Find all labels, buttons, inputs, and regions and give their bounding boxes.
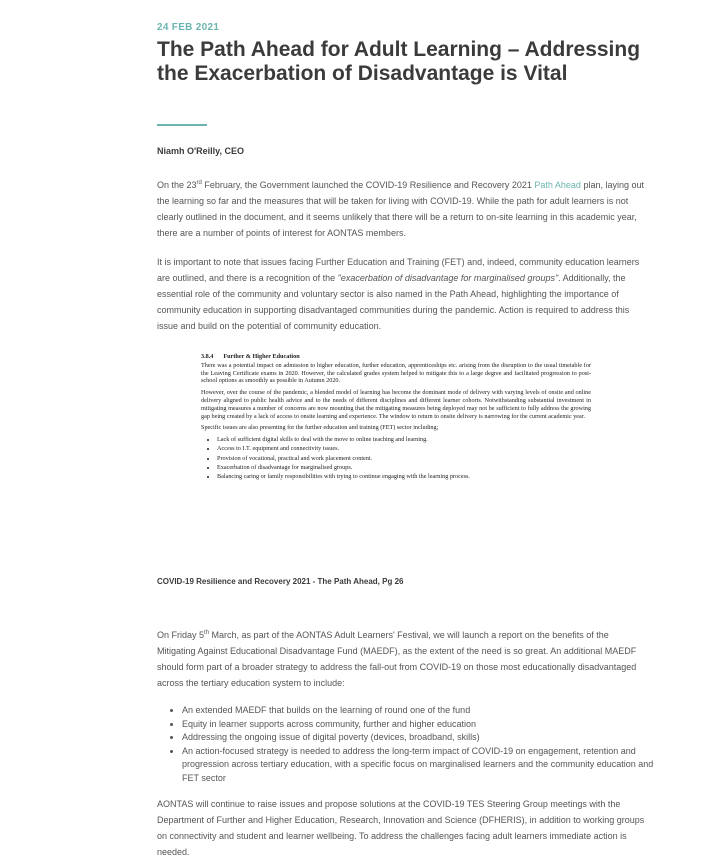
p1-text-mid: February, the Government launched the COVID-19 Resilience and Recovery 2021 (201, 180, 535, 190)
path-ahead-link[interactable]: Path Ahead (534, 180, 581, 190)
p2-text-end: . Additionally, the essential role of the community and voluntary sector is also named in the Path Ahead, highlighting the importance of community education in supporting disadvantaged communities during the pandemic. Action is required to address this issue and build on the potential of community education. (157, 273, 630, 331)
paragraph-1 (157, 175, 647, 241)
article-author: Niamh O'Reilly, CEO (157, 146, 244, 156)
excerpt-bullet: • Access to I.T. equipment and connectivity issues. (217, 445, 591, 453)
paragraph-3 (157, 625, 647, 691)
excerpt-bullet: • Lack of sufficient digital skills to deal with the move to online teaching and learning. (217, 436, 591, 444)
excerpt-paragraph-2: However, over the course of the pandemic, a blended model of learning has become the dominant mode of delivery with varying levels of onsite and online delivery aligned to public health advice and to the needs of different disciplines and different learner cohorts. Notwithstanding substantial investment in mitigating measures a number of concerns are now mounting that the mitigating measures being deployed may not be sufficient to fully address the growing gap being created by a lack of access to onsite learning and experience. The window to return to onsite delivery is narrowing for the current academic year. (201, 389, 591, 420)
p1-text-start: On the 23 (157, 180, 197, 190)
p3-text-start: On Friday 5 (157, 630, 205, 640)
excerpt-paragraph-1: There was a potential impact on admission to higher education, further education, apprenticeships etc. arising from the disruption to the usual timetable for the Leaving Certificate exams in 2020. However, the calculated grades system helped to mitigate this to a large degree and facilitated progression to post-school options as smoothly as possible in Autumn 2020. (201, 361, 591, 385)
proposals-list-item: • Equity in learner supports across community, further and higher education (182, 718, 660, 732)
paragraph-2 (157, 254, 647, 334)
p3-ordinal: th (204, 630, 210, 636)
excerpt-bullet: • Balancing caring or family responsibilities with trying to continue engaging with the learning process. (217, 473, 591, 481)
document-excerpt-image (201, 353, 591, 483)
excerpt-caption: COVID-19 Resilience and Recovery 2021 - The Path Ahead, Pg 26 (157, 577, 404, 586)
paragraph-4: AONTAS will continue to raise issues and propose solutions at the COVID-19 TES Steering Group meetings with the Department of Further and Higher Education, Research, Innovation and Science (DFHERIS), in addition to working groups on connectivity and student and learner wellbeing. To address the challenges facing adult learners immediate action is needed. (157, 799, 645, 857)
p1-ordinal: rd (196, 180, 202, 186)
proposals-list (167, 704, 660, 785)
p2-text-start: It is important to note that issues facing Further Education and Training (FET) and, indeed, community education learners are outlined, and there is a recognition of the (157, 257, 640, 283)
article-title: The Path Ahead for Adult Learning – Addressing the Exacerbation of Disadvantage is Vital (157, 38, 641, 85)
p2-quote: "exacerbation of disadvantage for marginalised groups" (337, 273, 559, 283)
proposals-list-item: • An extended MAEDF that builds on the learning of round one of the fund (182, 704, 660, 718)
p1-text-end: plan, laying out the learning so far and the measures that will be taken for living with COVID-19. While the path for adult learners is not clearly outlined in the document, and it seems unlikely that there will be a return to on-site learning in this academic year, there are a number of points of interest for AONTAS members. (157, 180, 644, 238)
article-date: 24 FEB 2021 (157, 22, 220, 33)
excerpt-section-heading (201, 353, 591, 361)
p3-text-end: March, as part of the AONTAS Adult Learners' Festival, we will launch a report on the benefits of the Mitigating Against Educational Disadvantage Fund (MAEDF), as the extent of the need is so great. An additional MAEDF should form part of a broader strategy to address the fall-out from COVID-19 on those most educationally disadvantaged across the tertiary education system to include: (157, 630, 637, 688)
proposals-list-item: • Addressing the ongoing issue of digital poverty (devices, broadband, skills) (182, 731, 660, 745)
excerpt-paragraph-3: Specific issues are also presenting for the further education and training (FET) sector including; (201, 424, 439, 432)
excerpt-section-number: 3.8.4 (201, 353, 214, 360)
excerpt-bullet-list (201, 436, 591, 481)
excerpt-section-title: Further & Higher Education (223, 353, 300, 360)
proposals-list-item: • An action-focused strategy is needed to address the long-term impact of COVID-19 on engagement, retention and progression across tertiary education, with a specific focus on marginalised learners and the community education and FET sector (182, 745, 660, 786)
title-divider (157, 124, 207, 126)
excerpt-bullet: • Provision of vocational, practical and work placement content. (217, 455, 591, 463)
excerpt-bullet: • Exacerbation of disadvantage for marginalised groups. (217, 464, 591, 472)
